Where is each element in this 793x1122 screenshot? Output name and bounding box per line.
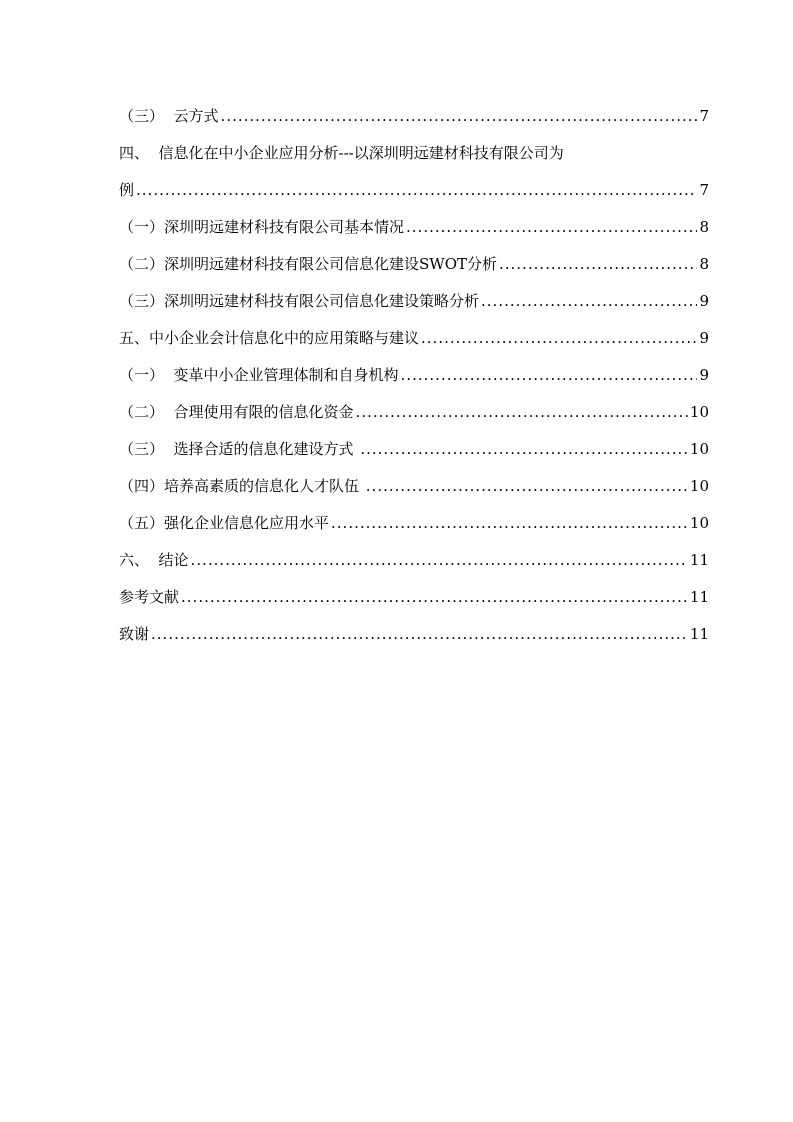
- toc-entry-page: 9: [699, 292, 709, 310]
- toc-dot-leader: [499, 251, 697, 278]
- toc-entry[interactable]: [119, 621, 709, 648]
- toc-entry-title: 参考文献: [119, 588, 180, 606]
- toc-dot-leader: [406, 214, 697, 241]
- toc-entry-title: 六、 结论: [119, 551, 189, 569]
- toc-dot-leader: [191, 547, 688, 574]
- toc-dot-leader: [151, 621, 688, 648]
- toc-entry[interactable]: [119, 214, 709, 241]
- toc-dot-leader: [481, 288, 697, 315]
- toc-dot-leader: [421, 325, 697, 352]
- toc-entry-page: 9: [699, 329, 709, 347]
- toc-entry-page: 9: [699, 366, 709, 384]
- toc-dot-leader: [356, 399, 688, 426]
- table-of-contents: [119, 103, 709, 658]
- toc-entry-title: （二） 合理使用有限的信息化资金: [119, 403, 354, 421]
- toc-dot-leader: [331, 510, 688, 537]
- toc-dot-leader: [366, 473, 688, 500]
- toc-dot-leader: [360, 436, 688, 463]
- toc-entry-title: （四）培养高素质的信息化人才队伍: [119, 477, 364, 495]
- toc-entry[interactable]: [119, 288, 709, 315]
- toc-entry-page: 11: [689, 551, 709, 569]
- toc-entry[interactable]: [119, 399, 709, 426]
- toc-entry-title: 五、中小企业会计信息化中的应用策略与建议: [119, 329, 420, 347]
- toc-entry-title: 致谢: [119, 625, 150, 643]
- toc-entry-page: 7: [699, 181, 709, 199]
- toc-entry[interactable]: [119, 510, 709, 537]
- toc-entry-title: 四、 信息化在中小企业应用分析---以深圳明远建材科技有限公司为: [119, 144, 564, 162]
- toc-entry[interactable]: [119, 436, 709, 463]
- toc-dot-leader: [401, 362, 698, 389]
- toc-entry-title: （一）深圳明远建材科技有限公司基本情况: [119, 218, 405, 236]
- toc-entry[interactable]: [119, 473, 709, 500]
- toc-entry[interactable]: [119, 103, 709, 130]
- toc-entry[interactable]: [119, 140, 709, 167]
- toc-entry[interactable]: [119, 547, 709, 574]
- toc-entry[interactable]: [119, 584, 709, 611]
- toc-entry-page: 11: [689, 588, 709, 606]
- toc-entry[interactable]: [119, 362, 709, 389]
- toc-dot-leader: [136, 177, 697, 204]
- toc-entry-title: （三） 选择合适的信息化建设方式: [119, 440, 359, 458]
- toc-entry-page: 10: [689, 477, 709, 495]
- toc-entry-page: 7: [699, 107, 709, 125]
- toc-dot-leader: [181, 584, 688, 611]
- toc-entry-title: （一） 变革中小企业管理体制和自身机构: [119, 366, 399, 384]
- toc-entry-page: 11: [689, 625, 709, 643]
- toc-entry-title: （三） 云方式: [119, 107, 219, 125]
- toc-entry-title: （三）深圳明远建材科技有限公司信息化建设策略分析: [119, 292, 480, 310]
- toc-entry-title: 例: [119, 181, 135, 199]
- toc-entry-title: （二）深圳明远建材科技有限公司信息化建设SWOT分析: [119, 255, 497, 273]
- toc-entry[interactable]: [119, 325, 709, 352]
- toc-entry-page: 10: [689, 514, 709, 532]
- toc-entry-page: 10: [689, 440, 709, 458]
- toc-entry[interactable]: [119, 177, 709, 204]
- toc-entry[interactable]: [119, 251, 709, 278]
- toc-entry-page: 8: [699, 218, 709, 236]
- toc-dot-leader: [221, 103, 698, 130]
- toc-entry-page: 10: [689, 403, 709, 421]
- toc-entry-page: 8: [699, 255, 709, 273]
- toc-entry-title: （五）强化企业信息化应用水平: [119, 514, 330, 532]
